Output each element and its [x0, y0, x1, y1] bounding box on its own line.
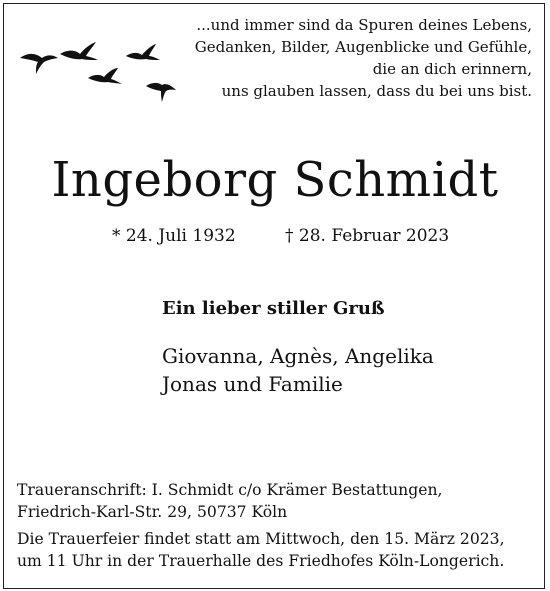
address-block: [17, 479, 542, 523]
service-block: [17, 528, 542, 572]
greeting: Ein lieber stiller Gruß: [162, 298, 385, 319]
service-line: um 11 Uhr in der Trauerhalle des Friedhofes Köln-Longerich.: [17, 552, 505, 570]
memorial-quote: [192, 14, 532, 102]
birth-date: * 24. Juli 1932: [112, 226, 236, 246]
death-date: † 28. Februar 2023: [285, 226, 450, 246]
signers: [162, 342, 434, 398]
deceased-name: Ingeborg Schmidt: [51, 152, 499, 208]
flying-birds-icon: [18, 40, 198, 105]
footer-info: [17, 479, 542, 572]
signer-line: Jonas und Familie: [162, 372, 343, 396]
address-line: Friedrich-Karl-Str. 29, 50737 Köln: [17, 503, 288, 521]
signer-line: Giovanna, Agnès, Angelika: [162, 344, 434, 368]
quote-line: uns glauben lassen, dass du bei uns bist.: [221, 82, 532, 100]
quote-line: Gedanken, Bilder, Augenblicke und Gefühle,: [194, 38, 532, 56]
service-line: Die Trauerfeier findet statt am Mittwoch, den 15. März 2023,: [17, 530, 505, 548]
address-line: Traueranschrift: I. Schmidt c/o Krämer Bestattungen,: [17, 481, 443, 499]
quote-line: ...und immer sind da Spuren deines Lebens,: [196, 16, 532, 34]
quote-line: die an dich erinnern,: [372, 60, 532, 78]
